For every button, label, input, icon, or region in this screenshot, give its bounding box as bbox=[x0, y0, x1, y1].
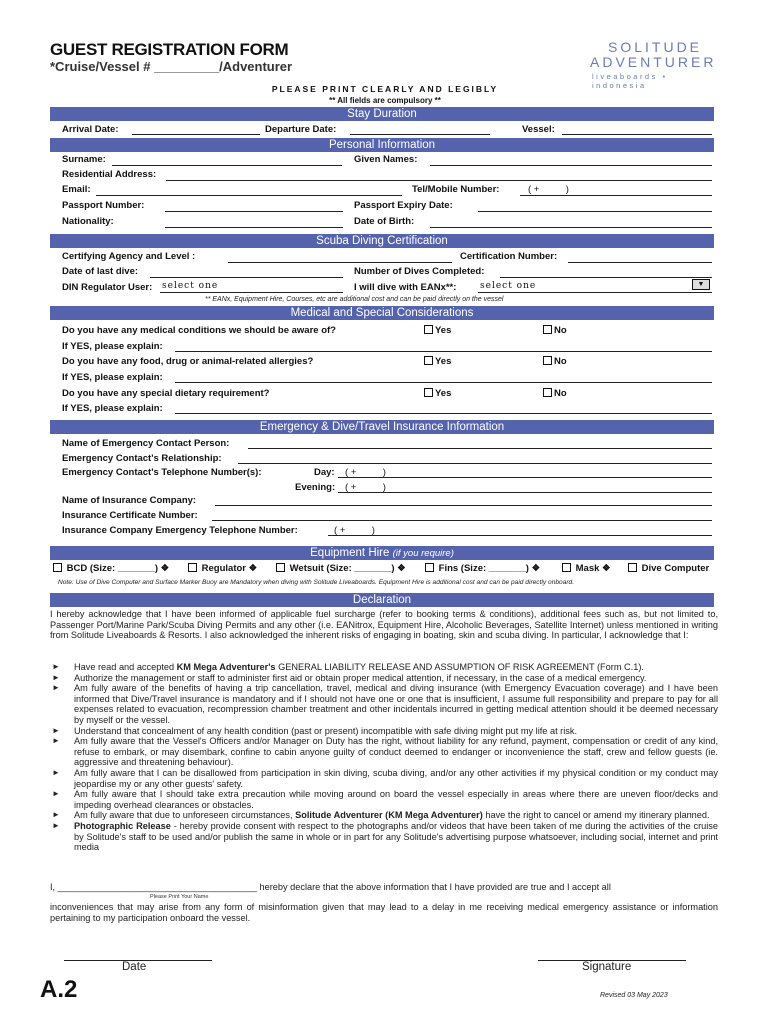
checkbox-icon[interactable] bbox=[562, 563, 571, 572]
checkbox-icon[interactable] bbox=[424, 325, 433, 334]
checkbox-icon[interactable] bbox=[543, 325, 552, 334]
checkbox-icon[interactable] bbox=[543, 388, 552, 397]
evening-label: Evening: bbox=[295, 482, 336, 493]
eanx-select[interactable]: select one bbox=[480, 281, 537, 291]
address-label: Residential Address: bbox=[62, 169, 157, 180]
item-text: Am fully aware that I can be disallowed from participation in skin diving, scuba diving, and/or any other activities if my physical condition or my conduct may jeopardise my or any other guests' safety. bbox=[74, 767, 718, 789]
checkbox-icon[interactable] bbox=[188, 563, 197, 572]
scuba-note: ** EANx, Equipment Hire, Courses, etc are additional cost and can be paid directly on the vessel bbox=[205, 296, 504, 303]
arrival-date-field[interactable] bbox=[132, 134, 260, 135]
arrow-bullet-icon: ► bbox=[52, 767, 60, 777]
checkbox-icon[interactable] bbox=[276, 563, 285, 572]
checkbox-icon[interactable] bbox=[425, 563, 434, 572]
surname-field[interactable] bbox=[112, 165, 342, 166]
declaration-item bbox=[52, 768, 718, 789]
date-label: Date bbox=[122, 961, 147, 973]
eanx-select-line bbox=[478, 292, 712, 293]
signature-label: Signature bbox=[582, 961, 632, 973]
medical-q1-yes[interactable] bbox=[424, 325, 451, 336]
emergency-relationship-field[interactable] bbox=[238, 463, 712, 464]
declaration-intro: I hereby acknowledge that I have been informed of applicable fuel surcharge (refer to booking terms & conditions), additional fees such as, but not limited to, Passenger Port/Marine Park/Scuba Diving Permits and any other (i.e. EANitrox, Equipment Hire, Alcoholic Beverages, Satellite Internet) unless mentioned in writing from Solitude Liveaboards & Resorts. I also acknowledged the inherent risks of engaging in boating, skin and scuba diving. In particular, I acknowledge that I: bbox=[50, 609, 718, 641]
bcd-label: BCD (Size: _______) ❖ bbox=[66, 563, 170, 574]
section-medical: Medical and Special Considerations bbox=[50, 306, 714, 320]
medical-q1: Do you have any medical conditions we should be aware of? bbox=[62, 325, 336, 336]
passport-expiry-field[interactable] bbox=[478, 211, 712, 212]
item-text: Authorize the management or staff to administer first aid or obtain proper medical attention, if necessary, in the case of a medical emergency. bbox=[74, 672, 647, 683]
compulsory-note: ** All fields are compulsory ** bbox=[329, 96, 441, 105]
equipment-fins[interactable] bbox=[425, 563, 540, 574]
item-text: have the right to cancel or amend my itinerary planned. bbox=[482, 810, 710, 821]
no-label: No bbox=[554, 356, 567, 367]
eanx-label: I will dive with EANx**: bbox=[354, 282, 457, 293]
cert-number-field[interactable] bbox=[568, 262, 712, 263]
section-personal-information: Personal Information bbox=[50, 138, 714, 152]
yes-label: Yes bbox=[435, 325, 452, 336]
cert-number-label: Certification Number: bbox=[460, 251, 558, 262]
medical-q2-no[interactable] bbox=[543, 356, 567, 367]
last-dive-label: Date of last dive: bbox=[62, 266, 139, 277]
passport-number-field[interactable] bbox=[165, 211, 343, 212]
equipment-note: Note: Use of Dive Computer and Surface Marker Buoy are Mandatory when diving with Solitude Liveaboards. Equipment Hire is additional cost and can be paid directly onboard. bbox=[58, 579, 575, 586]
item-text: Am fully aware that I should take extra precaution while moving around on board the vessel especially in areas where there are uneven floor/decks and impeding overhead clearances or obstacles. bbox=[74, 789, 718, 810]
print-instruction: PLEASE PRINT CLEARLY AND LEGIBLY bbox=[271, 84, 499, 94]
arrow-bullet-icon: ► bbox=[52, 736, 60, 746]
yes-label: Yes bbox=[435, 356, 452, 367]
eanx-dropdown-arrow-icon[interactable]: ▼ bbox=[692, 279, 710, 290]
checkbox-icon[interactable] bbox=[424, 356, 433, 365]
din-select[interactable]: select one bbox=[162, 281, 219, 291]
item-text: Am fully aware that the Vessel's Officers and/or Manager on Duty has the right, without liability for any refund, payment, compensation or credit of any kind, refuse to embark, or may disembark, confine to cabin anyone guilty of conduct deemed to endanger or inconvenience the staff, crew and fellow guests (ie. aggressive and threatening behaviour). bbox=[74, 736, 718, 768]
declaration-item bbox=[52, 662, 718, 673]
declaration-name-line[interactable]: I, _______________________________________ hereby declare that the above information that I have provided are true and I accept all bbox=[50, 882, 611, 892]
medical-q2: Do you have any food, drug or animal-related allergies? bbox=[62, 356, 314, 367]
address-field[interactable] bbox=[166, 180, 712, 181]
email-field[interactable] bbox=[96, 195, 402, 196]
company-logo bbox=[586, 39, 726, 90]
evening-phone-line bbox=[338, 492, 712, 493]
tel-field-line bbox=[520, 195, 712, 196]
dob-field[interactable] bbox=[430, 227, 712, 228]
departure-date-label: Departure Date: bbox=[265, 124, 337, 135]
item-bold: KM Mega Adventurer's bbox=[176, 662, 276, 672]
insurer-phone-label: Insurance Company Emergency Telephone Number: bbox=[62, 525, 298, 536]
no-label: No bbox=[554, 388, 567, 399]
form-title: GUEST REGISTRATION FORM bbox=[50, 40, 289, 59]
medical-q3-no[interactable] bbox=[543, 388, 567, 399]
medical-q1-explain-label: If YES, please explain: bbox=[62, 341, 163, 352]
item-bold: Photographic Release bbox=[74, 820, 171, 831]
insurer-phone-field[interactable]: ( + ) bbox=[334, 525, 375, 536]
given-names-field[interactable] bbox=[430, 165, 712, 166]
mask-label: Mask ❖ bbox=[575, 563, 611, 574]
revision-date: Revised 03 May 2023 bbox=[600, 992, 668, 999]
agency-label: Certifying Agency and Level : bbox=[62, 251, 196, 262]
dob-label: Date of Birth: bbox=[354, 216, 415, 227]
equipment-mask[interactable] bbox=[562, 563, 611, 574]
item-text: GENERAL LIABILITY RELEASE AND ASSUMPTION OF RISK AGREEMENT (Form C.1). bbox=[275, 662, 644, 672]
wetsuit-label: Wetsuit (Size: _______) ❖ bbox=[289, 563, 406, 574]
declaration-final: inconveniences that may arise from any form of misinformation given that may lead to a delay in me receiving medical emergency assistance or information pertaining to my participation onboard the vessel. bbox=[50, 902, 718, 923]
yes-label: Yes bbox=[435, 388, 452, 399]
logo-line1: SOLITUDE bbox=[608, 39, 703, 55]
emergency-phone-label: Emergency Contact's Telephone Number(s): bbox=[62, 467, 262, 478]
equipment-bcd[interactable] bbox=[53, 563, 169, 574]
insurer-phone-line bbox=[328, 535, 712, 536]
section-equipment-hire bbox=[50, 546, 714, 560]
din-label: DIN Regulator User: bbox=[62, 282, 153, 293]
item-text: - hereby provide consent with respect to the photographs and/or videos that have been taken of me during the activities of the cruise by Solitude's staff to be used and/or publish the same in whole or in part for any Solitude's advertising purpose whatsoever, including social, internet and print media bbox=[74, 820, 718, 853]
medical-q3-explain-field[interactable] bbox=[175, 413, 712, 414]
insurance-certificate-field[interactable] bbox=[212, 520, 712, 521]
surname-label: Surname: bbox=[62, 154, 106, 165]
nationality-field[interactable] bbox=[165, 227, 343, 228]
arrow-bullet-icon: ► bbox=[52, 683, 60, 693]
emergency-contact-field[interactable] bbox=[248, 448, 712, 449]
vessel-label: Vessel: bbox=[522, 124, 555, 135]
item-bold: Solitude Adventurer (KM Mega Adventurer) bbox=[295, 810, 483, 821]
passport-expiry-label: Passport Expiry Date: bbox=[354, 200, 453, 211]
item-text: Am fully aware of the benefits of having a trip cancellation, travel, medical and diving insurance (with Emergency Evacuation coverage) and I have been informed that Dive/Travel insurance is mandatory and if I should not have one or one that is insufficient, I assume full responsibility and prepare to pay for all expenses related to evacuation, recompression chamber treatment and other incidentals incurred in getting medical attention should it be deemed necessary by myself or the vessel. bbox=[74, 683, 718, 725]
declaration-item bbox=[52, 736, 718, 768]
email-label: Email: bbox=[62, 184, 91, 195]
equipment-heading-note: (if you require) bbox=[392, 548, 454, 559]
declaration-item bbox=[52, 789, 718, 810]
dives-completed-label: Number of Dives Completed: bbox=[354, 266, 485, 277]
insurer-field[interactable] bbox=[215, 505, 712, 506]
fins-label: Fins (Size: _______) ❖ bbox=[438, 563, 541, 574]
section-stay-duration: Stay Duration bbox=[50, 107, 714, 121]
arrow-bullet-icon: ► bbox=[52, 810, 60, 820]
declaration-item bbox=[52, 821, 718, 853]
day-phone-field[interactable]: ( + ) bbox=[345, 467, 386, 478]
section-emergency: Emergency & Dive/Travel Insurance Information bbox=[50, 420, 714, 434]
medical-q3-explain-label: If YES, please explain: bbox=[62, 403, 163, 414]
tel-label: Tel/Mobile Number: bbox=[412, 184, 500, 195]
tel-field[interactable]: ( + ) bbox=[528, 184, 569, 195]
medical-q3: Do you have any special dietary requirement? bbox=[62, 388, 270, 399]
no-label: No bbox=[554, 325, 567, 336]
declaration-item bbox=[52, 726, 718, 737]
form-subtitle: *Cruise/Vessel # _________/Adventurer bbox=[50, 59, 293, 74]
day-phone-line bbox=[338, 477, 712, 478]
insurer-label: Name of Insurance Company: bbox=[62, 495, 197, 506]
checkbox-icon[interactable] bbox=[424, 388, 433, 397]
equipment-heading: Equipment Hire bbox=[310, 547, 390, 559]
dive-computer-label: Dive Computer bbox=[641, 563, 710, 574]
equipment-dive-computer[interactable] bbox=[628, 563, 709, 574]
last-dive-field[interactable] bbox=[150, 277, 343, 278]
medical-q2-explain-label: If YES, please explain: bbox=[62, 372, 163, 383]
arrival-date-label: Arrival Date: bbox=[62, 124, 119, 135]
given-names-label: Given Names: bbox=[354, 154, 418, 165]
equipment-regulator[interactable] bbox=[188, 563, 257, 574]
din-select-line bbox=[160, 292, 343, 293]
declaration-item bbox=[52, 683, 718, 725]
medical-q2-explain-field[interactable] bbox=[175, 382, 712, 383]
form-code: A.2 bbox=[40, 976, 78, 1003]
arrow-bullet-icon: ► bbox=[52, 672, 60, 682]
arrow-bullet-icon: ► bbox=[52, 725, 60, 735]
name-caption: Please Print Your Name bbox=[150, 894, 209, 900]
equipment-wetsuit[interactable] bbox=[276, 563, 406, 574]
emergency-relationship-label: Emergency Contact's Relationship: bbox=[62, 453, 222, 464]
item-text: Have read and accepted bbox=[74, 662, 177, 672]
declaration-list bbox=[52, 662, 718, 853]
passport-number-label: Passport Number: bbox=[62, 200, 145, 211]
declaration-item bbox=[52, 810, 718, 821]
dives-completed-field[interactable] bbox=[500, 277, 712, 278]
day-label: Day: bbox=[314, 467, 335, 478]
section-declaration: Declaration bbox=[50, 593, 714, 607]
arrow-bullet-icon: ► bbox=[52, 820, 60, 830]
vessel-field[interactable] bbox=[562, 134, 712, 135]
emergency-contact-label: Name of Emergency Contact Person: bbox=[62, 438, 230, 449]
departure-date-field[interactable] bbox=[350, 134, 490, 135]
checkbox-icon[interactable] bbox=[628, 563, 637, 572]
medical-q3-yes[interactable] bbox=[424, 388, 451, 399]
nationality-label: Nationality: bbox=[62, 216, 114, 227]
item-text: Understand that concealment of any health condition (past or present) incompatible with safe diving might put my life at risk. bbox=[74, 725, 578, 736]
insurance-certificate-label: Insurance Certificate Number: bbox=[62, 510, 198, 521]
regulator-label: Regulator ❖ bbox=[201, 563, 258, 574]
arrow-bullet-icon: ► bbox=[52, 662, 60, 671]
arrow-bullet-icon: ► bbox=[52, 789, 60, 799]
logo-tagline: liveaboards • indonesia bbox=[592, 72, 668, 90]
agency-field[interactable] bbox=[228, 262, 452, 263]
declaration-item bbox=[52, 673, 718, 684]
checkbox-icon[interactable] bbox=[53, 563, 62, 572]
item-text: Am fully aware that due to unforeseen circumstances, bbox=[74, 810, 296, 821]
logo-line2: ADVENTURER bbox=[590, 54, 717, 70]
medical-q1-no[interactable] bbox=[543, 325, 567, 336]
medical-q2-yes[interactable] bbox=[424, 356, 451, 367]
checkbox-icon[interactable] bbox=[543, 356, 552, 365]
evening-phone-field[interactable]: ( + ) bbox=[345, 482, 386, 493]
section-scuba-certification: Scuba Diving Certification bbox=[50, 234, 714, 248]
medical-q1-explain-field[interactable] bbox=[175, 351, 712, 352]
